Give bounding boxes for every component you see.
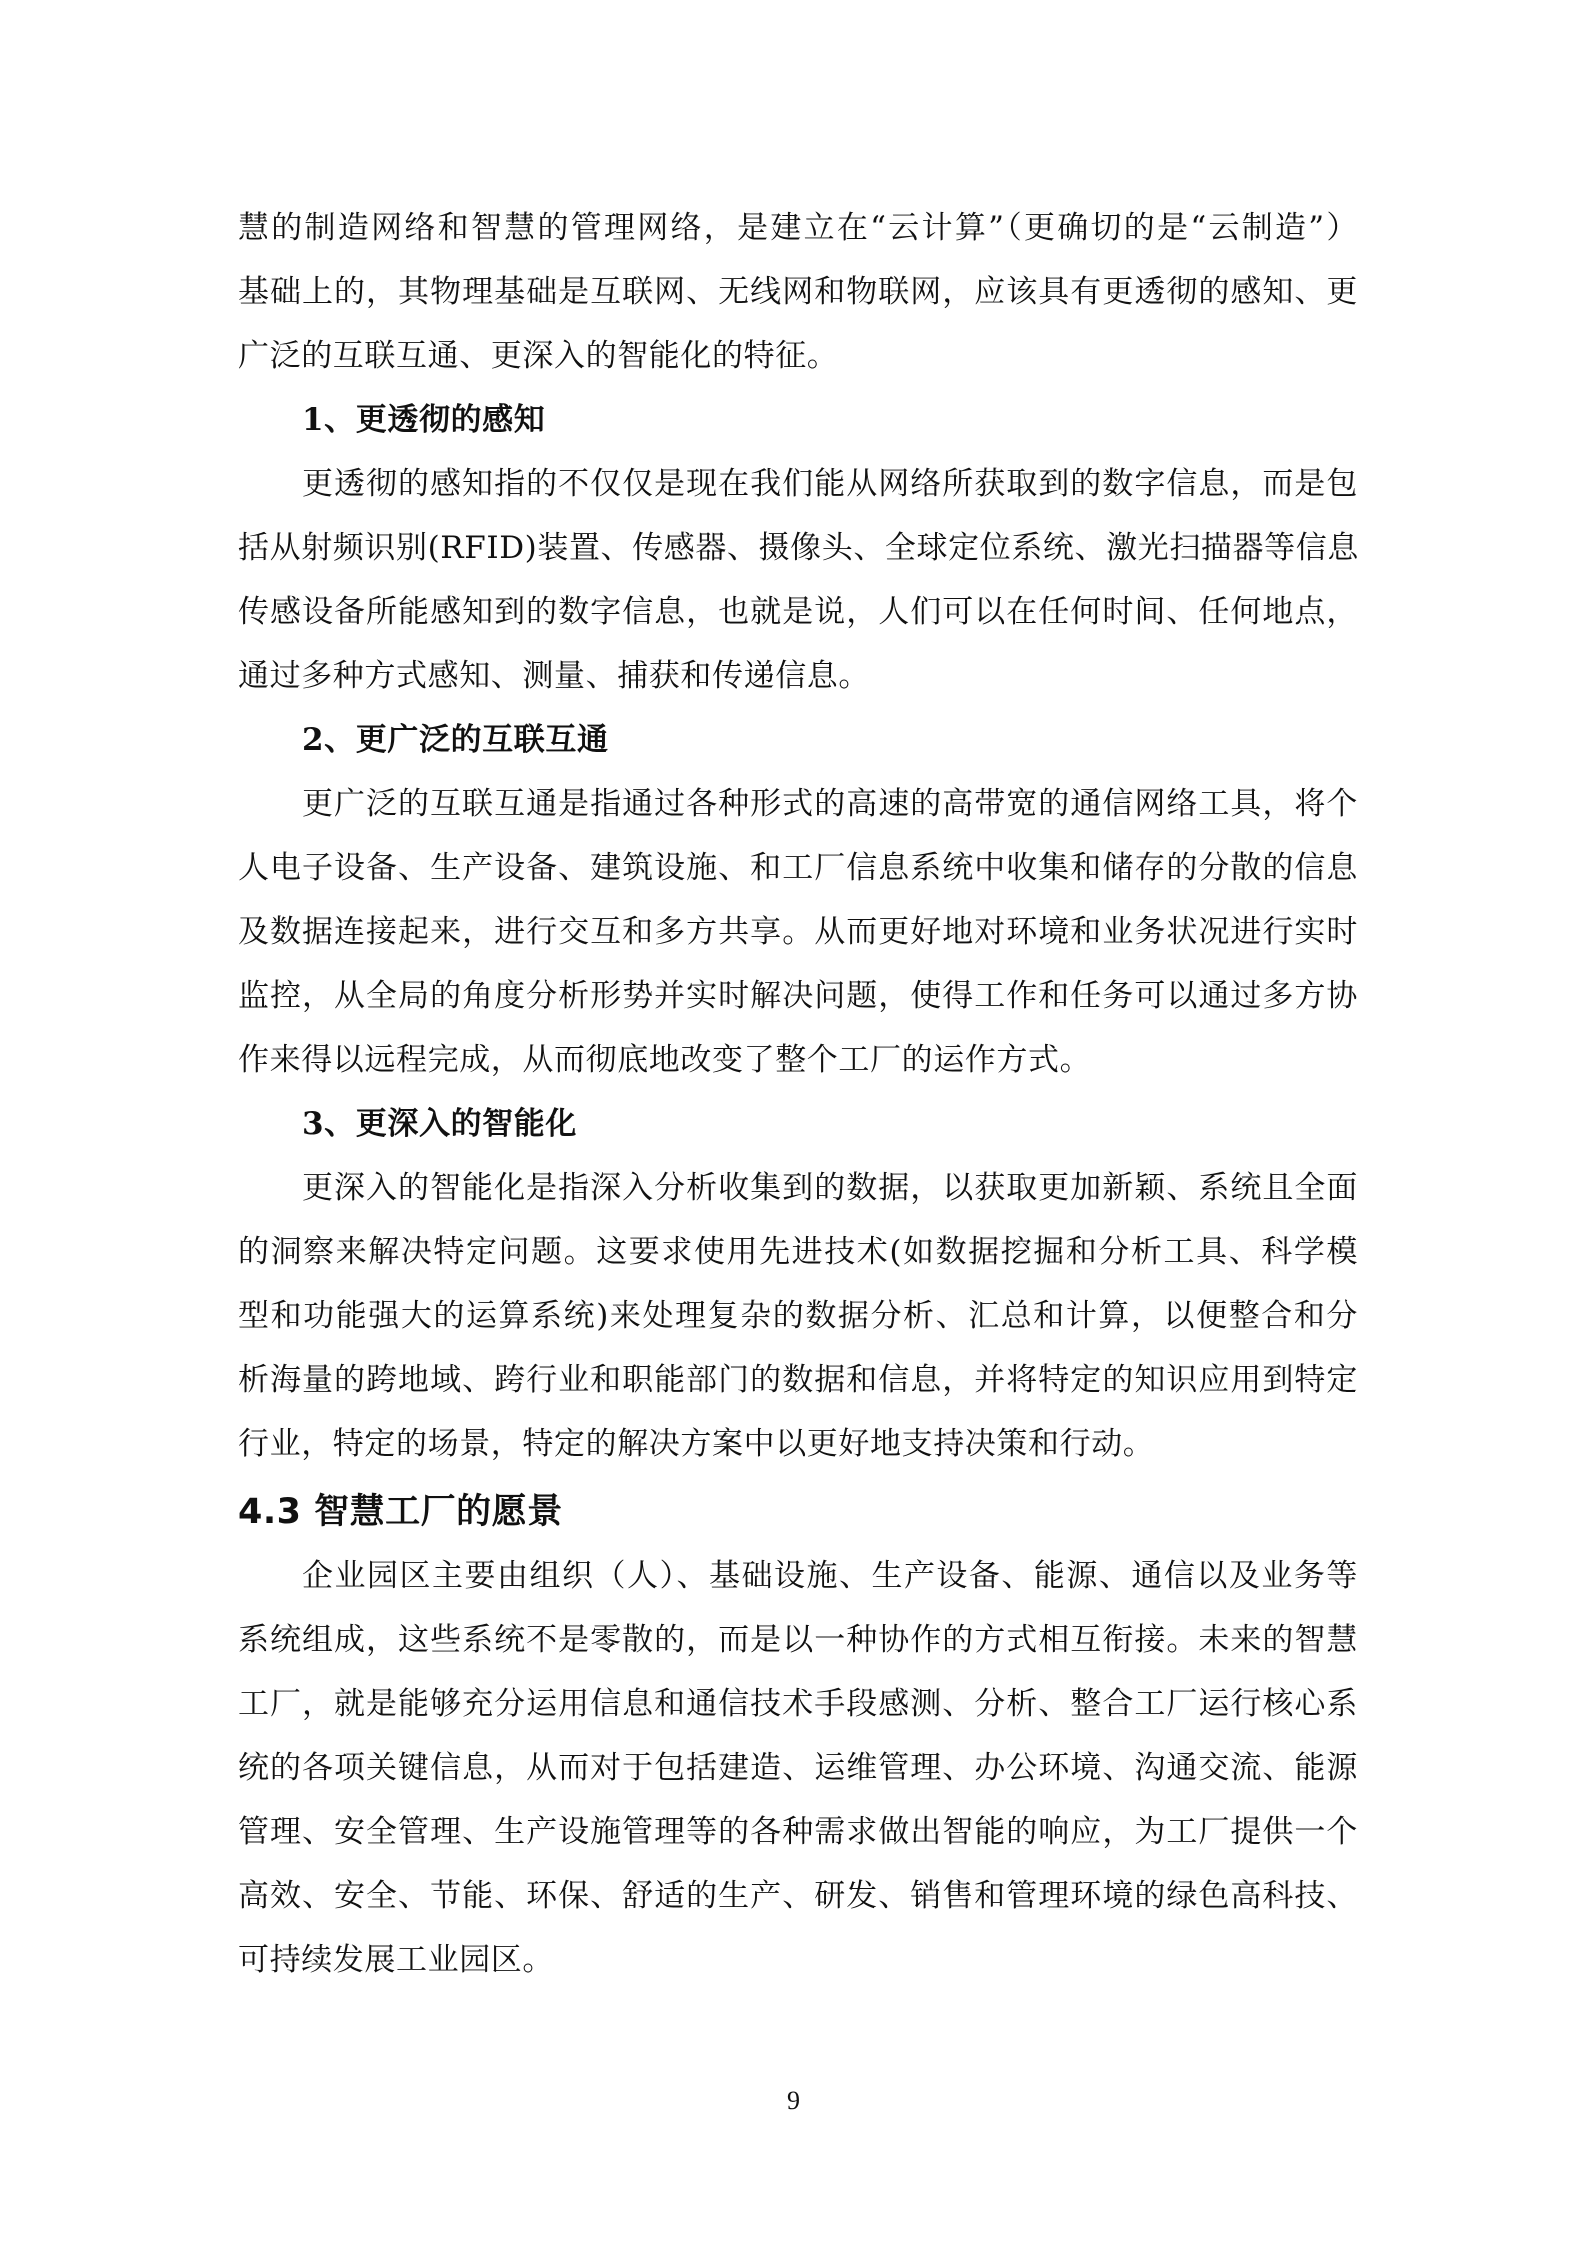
paragraph-line: 可持续发展工业园区。: [238, 1942, 554, 1978]
subsection-perception: [238, 388, 1358, 708]
paragraph-line: 传感设备所能感知到的数字信息，也就是说，人们可以在任何时间、任何地点，: [238, 594, 1358, 630]
subsection-heading: 3、更深入的智能化: [302, 1106, 577, 1142]
paragraph-line: 广泛的互联互通、更深入的智能化的特征。: [238, 338, 839, 374]
paragraph-line: 行业，特定的场景，特定的解决方案中以更好地支持决策和行动。: [238, 1426, 1155, 1462]
paragraph-line: 企业园区主要由组织（人）、基础设施、生产设备、能源、通信以及业务等: [302, 1558, 1358, 1594]
paragraph-line: 更透彻的感知指的不仅仅是现在我们能从网络所获取到的数字信息，而是包: [302, 466, 1358, 502]
paragraph-line: 的洞察来解决特定问题。这要求使用先进技术(如数据挖掘和分析工具、科学模: [238, 1234, 1358, 1270]
section-smart-factory-vision: [238, 1480, 1358, 1992]
paragraph-line: 统的各项关键信息，从而对于包括建造、运维管理、办公环境、沟通交流、能源: [238, 1750, 1358, 1786]
paragraph-line: 系统组成，这些系统不是零散的，而是以一种协作的方式相互衔接。未来的智慧: [238, 1622, 1358, 1658]
page-content: [238, 196, 1358, 1992]
paragraph-line: 管理、安全管理、生产设施管理等的各种需求做出智能的响应，为工厂提供一个: [238, 1814, 1358, 1850]
section-title: 4.3 智慧工厂的愿景: [238, 1492, 563, 1532]
subsection-heading: 2、更广泛的互联互通: [302, 722, 609, 758]
page-number: 9: [787, 2086, 800, 2115]
intro-paragraph: [238, 196, 1358, 388]
subsection-heading: 1、更透彻的感知: [302, 402, 546, 438]
paragraph-line: 及数据连接起来，进行交互和多方共享。从而更好地对环境和业务状况进行实时: [238, 914, 1358, 950]
paragraph-line: 高效、安全、节能、环保、舒适的生产、研发、销售和管理环境的绿色高科技、: [238, 1878, 1358, 1914]
subsection-interconnection: [238, 708, 1358, 1092]
subsection-intelligence: [238, 1092, 1358, 1476]
paragraph-line: 更广泛的互联互通是指通过各种形式的高速的高带宽的通信网络工具，将个: [302, 786, 1358, 822]
paragraph-line: 作来得以远程完成，从而彻底地改变了整个工厂的运作方式。: [238, 1042, 1092, 1078]
paragraph-line: 括从射频识别(RFID)装置、传感器、摄像头、全球定位系统、激光扫描器等信息: [238, 530, 1359, 566]
paragraph-line: 析海量的跨地域、跨行业和职能部门的数据和信息，并将特定的知识应用到特定: [238, 1362, 1358, 1398]
paragraph-line: 型和功能强大的运算系统)来处理复杂的数据分析、汇总和计算，以便整合和分: [238, 1298, 1358, 1334]
paragraph-line: 通过多种方式感知、测量、捕获和传递信息。: [238, 658, 870, 694]
paragraph-line: 工厂，就是能够充分运用信息和通信技术手段感测、分析、整合工厂运行核心系: [238, 1686, 1358, 1722]
paragraph-line: 监控，从全局的角度分析形势并实时解决问题，使得工作和任务可以通过多方协: [238, 978, 1358, 1014]
paragraph-line: 更深入的智能化是指深入分析收集到的数据，以获取更加新颖、系统且全面: [302, 1170, 1358, 1206]
paragraph-line: 人电子设备、生产设备、建筑设施、和工厂信息系统中收集和储存的分散的信息: [238, 850, 1358, 886]
paragraph-line: 慧的制造网络和智慧的管理网络，是建立在“云计算”（更确切的是“云制造”）: [238, 210, 1358, 246]
paragraph-line: 基础上的，其物理基础是互联网、无线网和物联网，应该具有更透彻的感知、更: [238, 274, 1358, 310]
